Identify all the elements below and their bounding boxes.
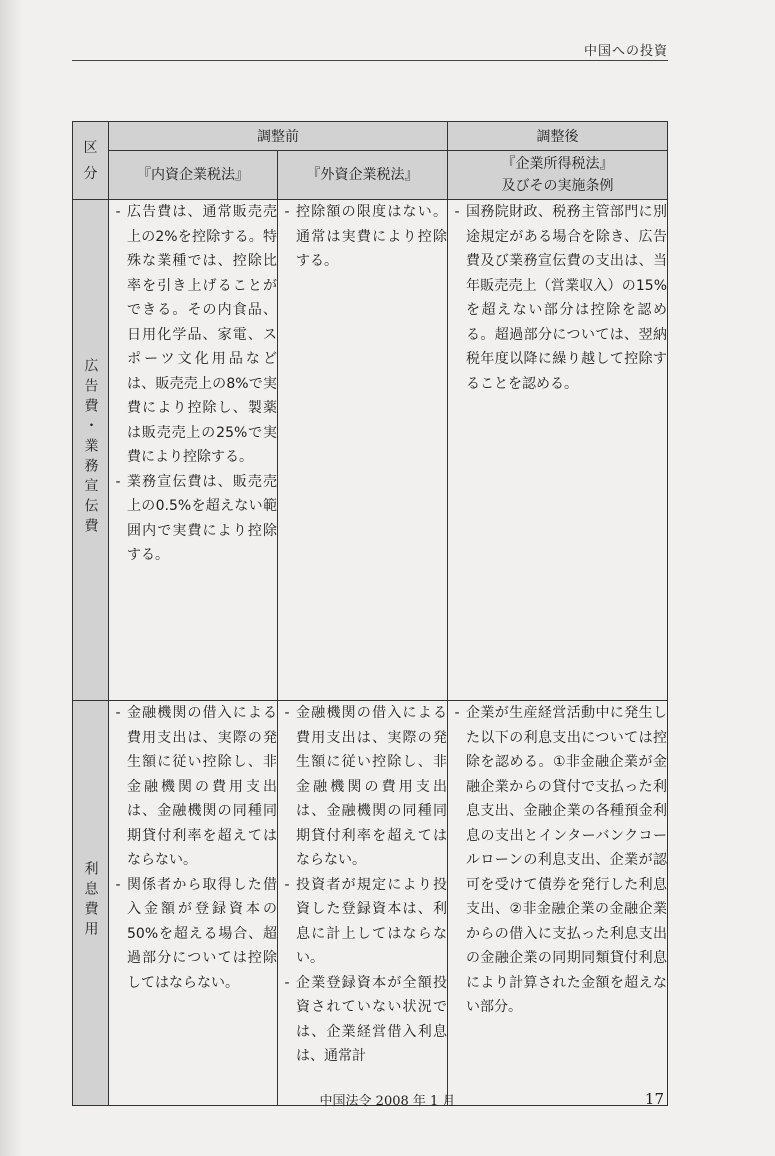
list-item: - 企業登録資本が全額投資されていない状況では、企業経営借入利息は、通常計: [284, 974, 447, 1064]
new-law-header: [448, 151, 668, 200]
list-item: - 国務院財政、税務主管部門に別途規定がある場合を除き、広告費及び業務宣伝費の支出は、当年販売売上（営業収入）の15%を超えない部分は控除を認める。超過部分については、翌納税年度以降に繰り越して控除することを認める。: [454, 204, 667, 392]
table-row: [73, 701, 668, 1106]
domestic-law-header: 『内資企業税法』: [109, 151, 278, 200]
list-item: - 関係者から取得した借入金額が登録資本の50%を超える場合、超過部分については控除してはならない。: [115, 876, 277, 991]
page-binding-shadow: [0, 0, 22, 1156]
foreign-law-header: 『外資企業税法』: [278, 151, 448, 200]
new-law-cell: [448, 200, 668, 701]
list-item: - 金融機関の借入による費用支出は、実際の発生額に従い控除し、非金融機関の費用支出は、金融機関の同種同期貸付利率を超えてはならない。: [115, 705, 277, 868]
row-side-text: 利息費用: [82, 861, 99, 941]
row-side-text: 広告費・業務宣伝費: [82, 358, 99, 538]
running-header: 中国への投資: [583, 44, 668, 59]
new-law-header-line1: 『企業所得税法』: [501, 156, 614, 172]
foreign-cell: [278, 701, 448, 1106]
list-item: - 控除額の限度はない。通常は実費により控除する。: [284, 204, 447, 269]
list-item: - 投資者が規定により投資した登録資本は、利息に計上してはならない。: [284, 876, 447, 966]
kubun-label: 区 分: [83, 139, 98, 182]
list-item: - 金融機関の借入による費用支出は、実際の発生額に従い控除し、非金融機関の費用支出は、金融機関の同種同期貸付利率を超えてはならない。: [284, 705, 447, 868]
table-row: [73, 200, 668, 701]
page-number: 17: [644, 1090, 664, 1108]
header-rule: [72, 60, 668, 61]
list-item: - 広告費は、通常販売売上の2%を控除する。特殊な業種では、控除比率を引き上げることができる。その内食品、日用化学品、家電、スポーツ文化用品などは、販売売上の8%で実費により控除し、製薬は販売売上の25%で実費により控除する。: [115, 204, 277, 465]
new-law-cell: [448, 701, 668, 1106]
foreign-cell: [278, 200, 448, 701]
domestic-cell: [109, 701, 278, 1106]
kubun-header: [73, 122, 109, 200]
new-law-header-line2: 及びその実施条例: [501, 178, 614, 194]
tax-comparison-table: [72, 121, 668, 1106]
domestic-cell: [109, 200, 278, 701]
before-header: 調整前: [109, 122, 448, 151]
list-item: - 企業が生産経営活動中に発生した以下の利息支出については控除を認める。①非金融企業が金融企業からの貸付で支払った利息支出、金融企業の各種預金利息の支出とインターバンクコールローンの利息支出、企業が認可を受けて債券を発行した利息支出、②非金融企業の金融企業からの借入に支払った利息支出の金融企業の同期同類貸付利息により計算された金額を超えない部分。: [454, 705, 667, 1015]
after-header: 調整後: [448, 122, 668, 151]
footer-publication: 中国法令 2008 年 1 月: [319, 1094, 456, 1109]
row-side-label: [73, 701, 109, 1106]
row-side-label: [73, 200, 109, 701]
list-item: - 業務宣伝費は、販売売上の0.5%を超えない範囲内で実費により控除する。: [115, 473, 277, 563]
